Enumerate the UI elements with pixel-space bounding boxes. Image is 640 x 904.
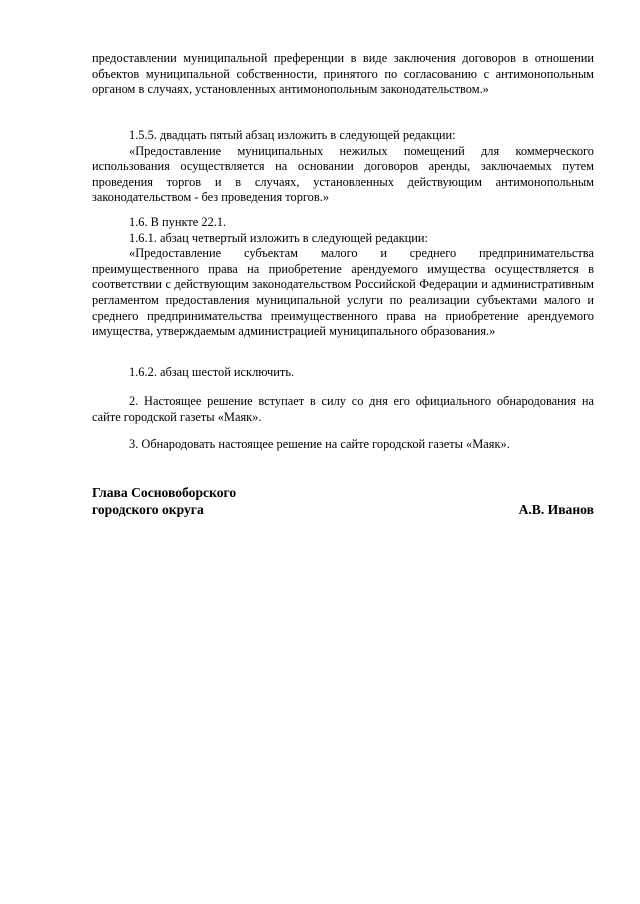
item-1-5-5-text: «Предоставление муниципальных нежилых помещений для коммерческого использования осуществляется на основании договоров аренды, заключаемых путем проведения торгов и в случаях, установленных действующим антимонопольным законодательством - без проведения торгов.» xyxy=(92,143,594,205)
item-1-5-5-heading: 1.5.5. двадцать пятый абзац изложить в следующей редакции: xyxy=(129,128,456,142)
signature-position-line1: Глава Сосновоборского xyxy=(92,485,237,500)
item-3-text: 3. Обнародовать настоящее решение на сайте городской газеты «Маяк». xyxy=(129,437,510,451)
signature-block xyxy=(92,484,594,518)
intro-paragraph: предоставлении муниципальной преференции в виде заключения договоров в отношении объектов муниципальной собственности, принятого по согласованию с антимонопольным органом в случаях, установленных антимонопольным законодательством.» xyxy=(92,51,594,97)
item-1-6-1-heading: 1.6.1. абзац четвертый изложить в следующей редакции: xyxy=(129,230,428,245)
item-1-6-2-text: 1.6.2. абзац шестой исключить. xyxy=(129,365,295,379)
item-3-block xyxy=(92,437,594,453)
item-1-5-5-block xyxy=(92,128,594,206)
intro-paragraph-block xyxy=(92,51,594,98)
item-1-6-heading: 1.6. В пункте 22.1. xyxy=(129,215,227,229)
item-1-6-1-text: «Предоставление субъектам малого и среднего предпринимательства преимущественного права на приобретение арендуемого имущества осуществляется в соответствии с действующим законодательством Российской Федерации и административным регламентом предоставления муниципальной услуги по реализации субъектами малого и среднего предпринимательства преимущественного права на приобретение арендуемого имущества, утверждаемым администрацией муниципального образования.» xyxy=(92,246,594,339)
item-2-text: 2. Настоящее решение вступает в силу со дня его официального обнародования на сайте городской газеты «Маяк». xyxy=(92,394,594,424)
signature-row xyxy=(92,501,594,518)
signature-position-line2: городского округа xyxy=(92,502,204,517)
item-1-6-2-block xyxy=(92,365,594,381)
signature-name: А.В. Иванов xyxy=(518,502,594,517)
item-1-6-block xyxy=(92,215,594,340)
item-2-block xyxy=(92,394,594,425)
